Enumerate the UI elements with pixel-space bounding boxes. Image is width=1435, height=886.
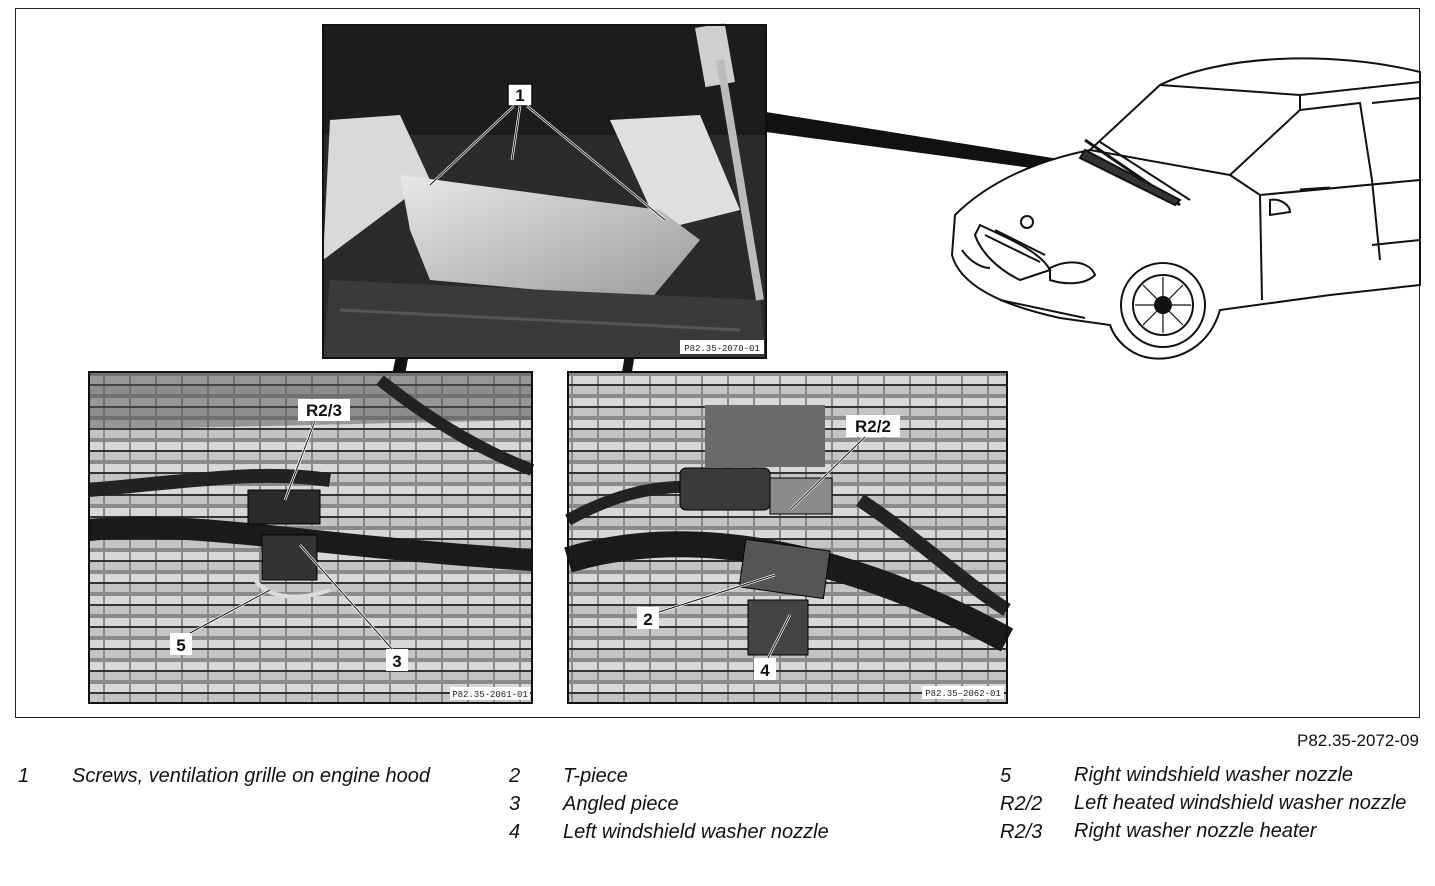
photo-top (323, 23, 766, 358)
photo-code-bottom-right: P82.35-2062-01 (925, 689, 1001, 699)
legend-column-1 (18, 762, 438, 790)
legend-text: Right washer nozzle heater (1074, 820, 1317, 842)
legend-key: 2 (509, 765, 521, 787)
legend-column-3 (1000, 762, 1420, 846)
car-illustration (952, 58, 1420, 358)
legend-key: 3 (509, 793, 521, 815)
legend-item (509, 818, 889, 846)
callout-r2-2: R2/2 (855, 417, 891, 436)
callout-r2-3: R2/3 (306, 401, 342, 420)
legend-text: Screws, ventilation grille on engine hood (72, 765, 430, 787)
legend-item (1000, 762, 1420, 790)
photo-code-bottom-left: P82.35-2061-01 (452, 690, 528, 700)
legend-key: 5 (1000, 765, 1012, 787)
legend-item (1000, 790, 1420, 818)
legend-key: R2/3 (1000, 821, 1043, 843)
legend-column-2 (509, 762, 889, 846)
legend-text: Angled piece (563, 793, 679, 815)
legend-item (509, 790, 889, 818)
callout-4: 4 (760, 661, 770, 680)
callout-3: 3 (392, 652, 402, 671)
photo-bottom-right (568, 372, 1007, 703)
legend-text: Left heated windshield washer nozzle (1074, 792, 1407, 814)
legend-key: 4 (509, 821, 521, 843)
legend-key: R2/2 (1000, 793, 1043, 815)
photo-code-top: P82.35-2070-01 (684, 344, 760, 354)
callout-2: 2 (643, 610, 653, 629)
legend-text: Left windshield washer nozzle (563, 821, 829, 843)
legend-text: T-piece (563, 765, 628, 787)
legend-item (509, 762, 889, 790)
callout-1: 1 (515, 86, 525, 105)
figure-code: P82.35-2072-09 (1297, 731, 1419, 750)
legend-key: 1 (18, 765, 30, 787)
legend-text: Right windshield washer nozzle (1074, 764, 1354, 786)
photo-bottom-left (89, 372, 532, 703)
callout-5: 5 (176, 636, 186, 655)
legend-item (1000, 818, 1420, 846)
legend-item (18, 762, 438, 790)
